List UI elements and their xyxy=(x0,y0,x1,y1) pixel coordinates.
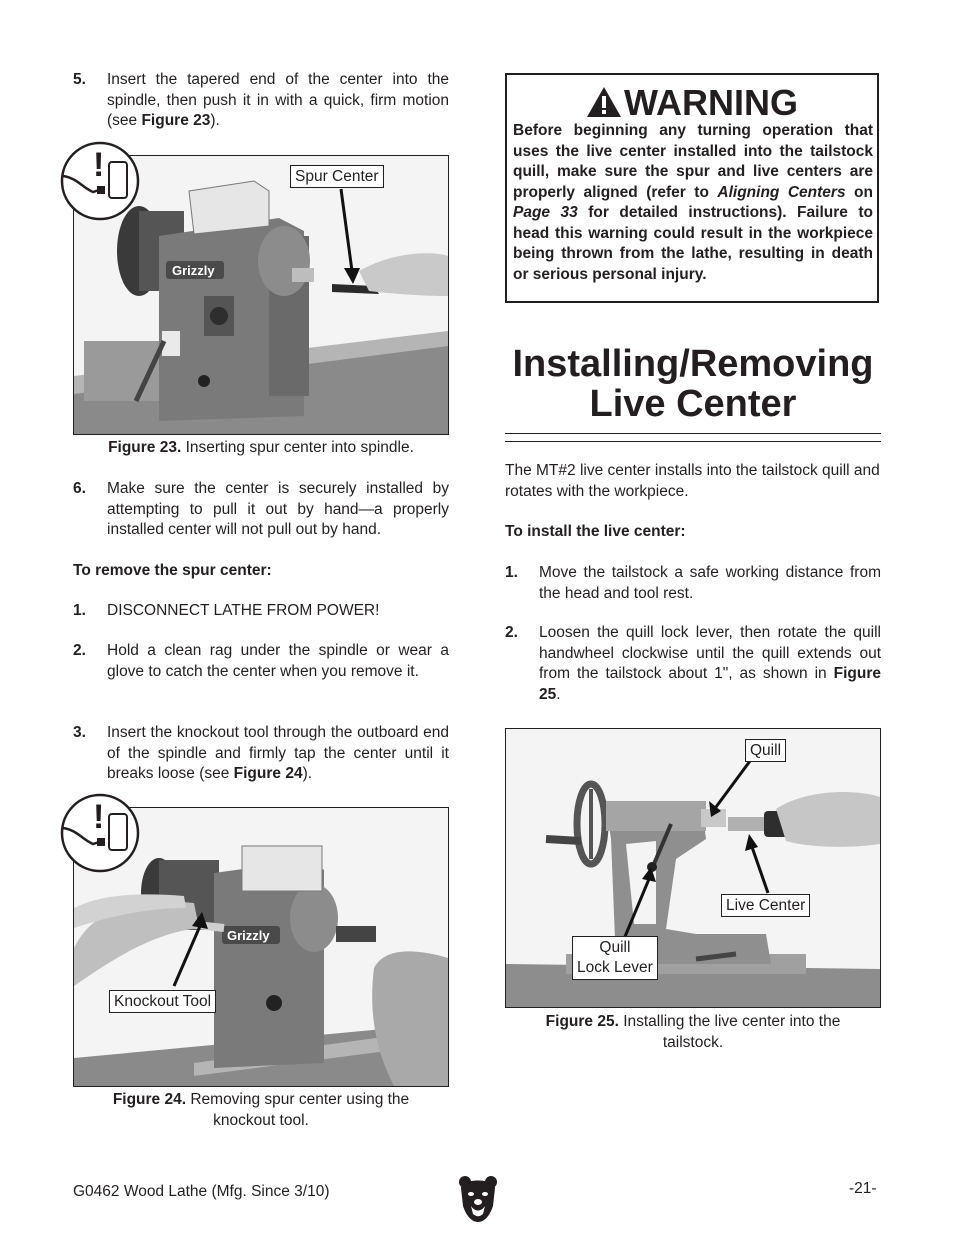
step-number: 3. xyxy=(73,724,86,741)
section-divider xyxy=(505,441,881,442)
section-title: Installing/Removing Live Center xyxy=(512,343,874,425)
warning-text: Before beginning any turning operation that uses the live center installed into the tailstock quill, make sure the spur and live centers are properly aligned (refer to Aligning Centers on Page 33 for detailed instructions). Failure to head this warning could result in the workpiece being thrown from the lathe, resulting in death or serious personal injury. xyxy=(513,122,873,283)
callout-spur-center: Spur Center xyxy=(290,165,384,188)
figure-25-caption: Figure 25. Installing the live center into the tailstock. xyxy=(545,1013,841,1051)
svg-text:!: ! xyxy=(93,798,105,836)
step-text: Move the tailstock a safe working distance from the head and tool rest. xyxy=(539,564,881,602)
warning-triangle-icon xyxy=(586,86,622,118)
step-number: 2. xyxy=(505,624,518,641)
step-number: 6. xyxy=(73,480,86,497)
grizzly-bear-logo-icon xyxy=(457,1174,499,1224)
figure-24-caption: Figure 24. Removing spur center using the knockout tool. xyxy=(112,1091,410,1129)
figure-23-caption: Figure 23. Inserting spur center into spindle. xyxy=(108,439,414,456)
step-number: 5. xyxy=(73,71,86,88)
callout-quill-lock-lever: Quill Lock Lever xyxy=(572,936,658,980)
svg-text:!: ! xyxy=(93,146,105,184)
step-text: Make sure the center is securely installed by attempting to pull it out by hand—a properly installed center will not pull out by hand. xyxy=(107,480,449,538)
install-live-center-heading: To install the live center: xyxy=(505,523,686,540)
remove-spur-center-heading: To remove the spur center: xyxy=(73,562,272,579)
disconnect-power-plug-icon xyxy=(59,140,141,222)
figure-25 xyxy=(505,728,881,1008)
callout-knockout-tool: Knockout Tool xyxy=(109,990,216,1013)
section-divider xyxy=(505,433,881,434)
step-number: 1. xyxy=(73,602,86,619)
step-number: 1. xyxy=(505,564,518,581)
footer-model-text: G0462 Wood Lathe (Mfg. Since 3/10) xyxy=(73,1183,330,1200)
step-text: Insert the knockout tool through the outboard end of the spindle and firmly tap the center until it breaks loose (see Figure 24). xyxy=(107,724,449,782)
warning-box xyxy=(505,73,879,303)
step-number: 2. xyxy=(73,642,86,659)
step-text: Insert the tapered end of the center into the spindle, then push it in with a quick, firm motion (see Figure 23). xyxy=(107,71,449,129)
step-text: Loosen the quill lock lever, then rotate the quill handwheel clockwise until the quill extends out from the tailstock about 1", as shown in Figure 25. xyxy=(539,624,881,703)
section-intro: The MT#2 live center installs into the tailstock quill and rotates with the workpiece. xyxy=(505,462,880,500)
step-text: Hold a clean rag under the spindle or wear a glove to catch the center when you remove it. xyxy=(107,642,449,680)
step-text: DISCONNECT LATHE FROM POWER! xyxy=(107,602,380,619)
callout-arrows xyxy=(506,729,880,1007)
footer-page-number: -21- xyxy=(849,1180,877,1197)
svg-text:Grizzly: Grizzly xyxy=(172,263,215,278)
callout-live-center: Live Center xyxy=(721,894,810,917)
disconnect-power-plug-icon xyxy=(59,792,141,874)
callout-quill: Quill xyxy=(745,739,786,762)
warning-title: WARNING xyxy=(507,83,877,123)
svg-text:Grizzly: Grizzly xyxy=(227,928,270,943)
